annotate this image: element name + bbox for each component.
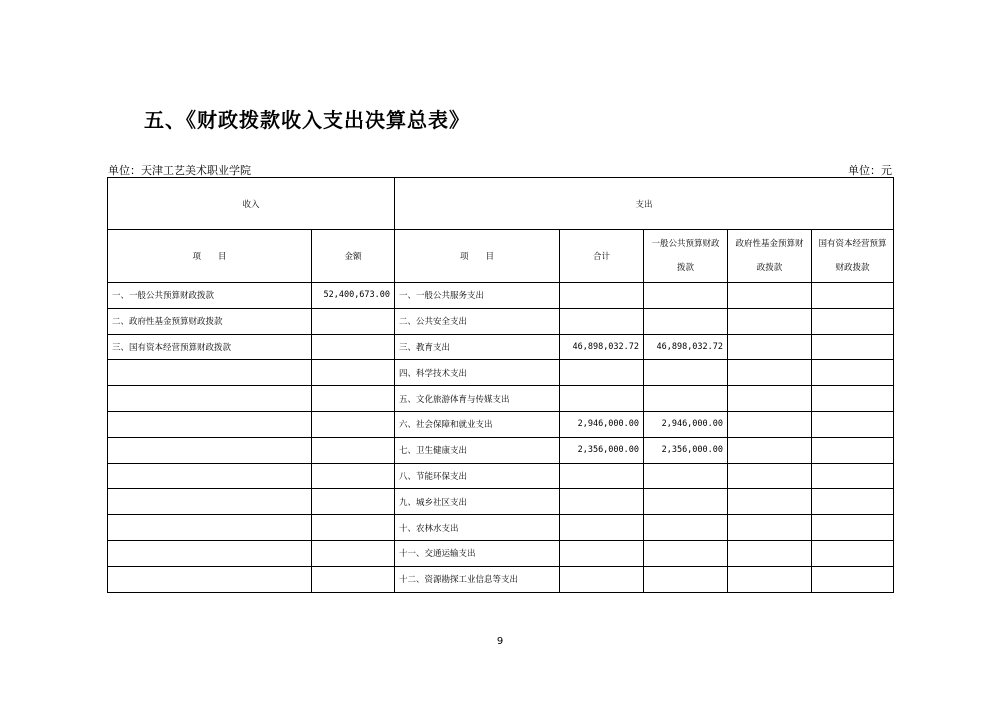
income-item-cell — [108, 489, 312, 515]
fund-budget-cell — [728, 463, 812, 489]
expense-item-cell: 十一、交通运输支出 — [395, 540, 560, 566]
expense-total-cell — [560, 540, 644, 566]
general-budget-cell: 46,898,032.72 — [644, 334, 728, 360]
income-amount-cell — [312, 360, 395, 386]
state-capital-cell — [812, 566, 894, 592]
unit-currency: 单位：元 — [848, 164, 892, 177]
header-state-capital: 国有资本经营预算财政拨款 — [812, 230, 894, 283]
expense-total-cell — [560, 386, 644, 412]
header-expense-item: 项 目 — [395, 230, 560, 283]
header-row-1 — [108, 178, 894, 230]
state-capital-cell — [812, 411, 894, 437]
income-item-cell — [108, 566, 312, 592]
header-income: 收入 — [108, 178, 395, 230]
table-row — [108, 386, 894, 412]
income-amount-cell — [312, 566, 395, 592]
income-amount-cell — [312, 386, 395, 412]
expense-item-cell: 七、卫生健康支出 — [395, 437, 560, 463]
general-budget-cell: 2,356,000.00 — [644, 437, 728, 463]
state-capital-cell — [812, 386, 894, 412]
expense-total-cell: 2,946,000.00 — [560, 411, 644, 437]
general-budget-cell — [644, 386, 728, 412]
general-budget-cell — [644, 515, 728, 541]
fund-budget-cell — [728, 386, 812, 412]
expense-item-cell: 十、农林水支出 — [395, 515, 560, 541]
expense-total-cell — [560, 308, 644, 334]
page-title: 五、《财政拨款收入支出决算总表》 — [144, 108, 470, 132]
table-row — [108, 437, 894, 463]
table-row — [108, 334, 894, 360]
income-item-cell — [108, 411, 312, 437]
fund-budget-cell — [728, 334, 812, 360]
general-budget-cell — [644, 360, 728, 386]
state-capital-cell — [812, 437, 894, 463]
header-income-item: 项 目 — [108, 230, 312, 283]
general-budget-cell — [644, 308, 728, 334]
expense-total-cell: 46,898,032.72 — [560, 334, 644, 360]
general-budget-cell — [644, 540, 728, 566]
income-item-cell: 三、国有资本经营预算财政拨款 — [108, 334, 312, 360]
income-amount-cell — [312, 489, 395, 515]
general-budget-cell — [644, 283, 728, 309]
expense-total-cell — [560, 463, 644, 489]
expense-item-cell: 一、一般公共服务支出 — [395, 283, 560, 309]
income-item-cell — [108, 360, 312, 386]
table-row — [108, 515, 894, 541]
table-row — [108, 566, 894, 592]
header-amount: 金额 — [312, 230, 395, 283]
expense-item-cell: 四、科学技术支出 — [395, 360, 560, 386]
report-table — [107, 177, 894, 593]
state-capital-cell — [812, 463, 894, 489]
header-total: 合计 — [560, 230, 644, 283]
income-item-cell — [108, 437, 312, 463]
fund-budget-cell — [728, 540, 812, 566]
income-item-cell: 一、一般公共预算财政拨款 — [108, 283, 312, 309]
income-item-cell — [108, 540, 312, 566]
general-budget-cell — [644, 463, 728, 489]
income-amount-cell — [312, 437, 395, 463]
table-row — [108, 283, 894, 309]
income-amount-cell — [312, 308, 395, 334]
general-budget-cell — [644, 489, 728, 515]
header-row-2 — [108, 230, 894, 283]
page-number: 9 — [496, 636, 504, 647]
expense-total-cell: 2,356,000.00 — [560, 437, 644, 463]
table-row — [108, 360, 894, 386]
expense-total-cell — [560, 360, 644, 386]
table-row — [108, 540, 894, 566]
general-budget-cell — [644, 566, 728, 592]
state-capital-cell — [812, 489, 894, 515]
expense-total-cell — [560, 515, 644, 541]
income-amount-cell — [312, 334, 395, 360]
income-item-cell: 二、政府性基金预算财政拨款 — [108, 308, 312, 334]
income-amount-cell — [312, 463, 395, 489]
general-budget-cell: 2,946,000.00 — [644, 411, 728, 437]
income-item-cell — [108, 386, 312, 412]
fund-budget-cell — [728, 360, 812, 386]
state-capital-cell — [812, 360, 894, 386]
expense-total-cell — [560, 566, 644, 592]
state-capital-cell — [812, 334, 894, 360]
expense-item-cell: 八、节能环保支出 — [395, 463, 560, 489]
table-row — [108, 308, 894, 334]
income-amount-cell — [312, 515, 395, 541]
income-amount-cell — [312, 540, 395, 566]
expense-item-cell: 十二、资源勘探工业信息等支出 — [395, 566, 560, 592]
table-row — [108, 411, 894, 437]
header-fund-budget: 政府性基金预算财政拨款 — [728, 230, 812, 283]
fund-budget-cell — [728, 308, 812, 334]
fund-budget-cell — [728, 489, 812, 515]
expense-total-cell — [560, 489, 644, 515]
header-expense: 支出 — [395, 178, 894, 230]
fund-budget-cell — [728, 437, 812, 463]
fund-budget-cell — [728, 515, 812, 541]
expense-item-cell: 九、城乡社区支出 — [395, 489, 560, 515]
fund-budget-cell — [728, 283, 812, 309]
income-item-cell — [108, 463, 312, 489]
state-capital-cell — [812, 515, 894, 541]
expense-total-cell — [560, 283, 644, 309]
table-row — [108, 463, 894, 489]
fund-budget-cell — [728, 411, 812, 437]
table-row — [108, 489, 894, 515]
expense-item-cell: 六、社会保障和就业支出 — [395, 411, 560, 437]
income-amount-cell: 52,400,673.00 — [312, 283, 395, 309]
income-item-cell — [108, 515, 312, 541]
expense-item-cell: 五、文化旅游体育与传媒支出 — [395, 386, 560, 412]
fund-budget-cell — [728, 566, 812, 592]
income-amount-cell — [312, 411, 395, 437]
expense-item-cell: 三、教育支出 — [395, 334, 560, 360]
state-capital-cell — [812, 283, 894, 309]
expense-item-cell: 二、公共安全支出 — [395, 308, 560, 334]
state-capital-cell — [812, 540, 894, 566]
unit-organization: 单位：天津工艺美术职业学院 — [108, 164, 251, 177]
state-capital-cell — [812, 308, 894, 334]
header-general-budget: 一般公共预算财政拨款 — [644, 230, 728, 283]
